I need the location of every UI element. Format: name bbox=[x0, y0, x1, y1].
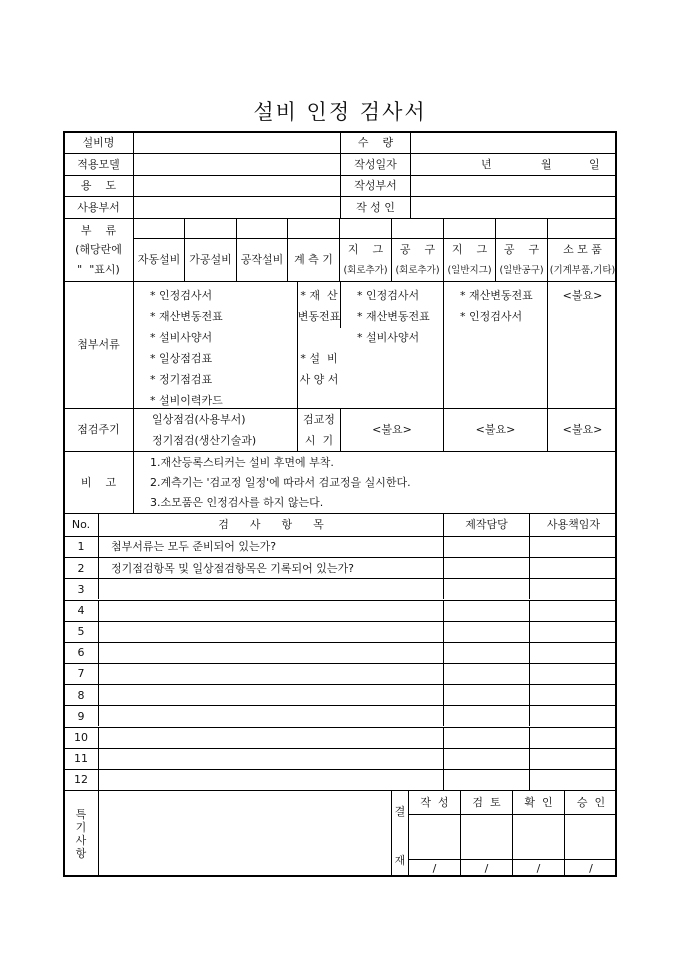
category-name: 계 측 기 bbox=[294, 253, 333, 267]
header-no: No. bbox=[63, 513, 98, 536]
attachment-item: * 일상점검표 bbox=[150, 352, 213, 365]
author-field[interactable] bbox=[410, 196, 617, 218]
category-subname: (회로추가) bbox=[395, 265, 440, 277]
approval-title: 작 성 bbox=[408, 790, 460, 814]
row-maker-check[interactable] bbox=[443, 663, 529, 684]
equipment-name-field[interactable] bbox=[133, 131, 340, 153]
row-maker-check[interactable] bbox=[443, 727, 529, 748]
attachment-item: * 재산변동전표 bbox=[460, 289, 533, 302]
year-label: 년 bbox=[481, 157, 492, 171]
label-user-dept: 사용부서 bbox=[63, 196, 133, 218]
author-dept-field[interactable] bbox=[410, 175, 617, 196]
row-owner-check[interactable] bbox=[529, 705, 617, 726]
category-name: 공작설비 bbox=[240, 253, 284, 267]
row-item bbox=[98, 727, 443, 748]
attachment-item: * 정기점검표 bbox=[150, 373, 213, 386]
attachment-item: 변동전표 bbox=[297, 310, 341, 323]
cycle-equipment bbox=[133, 408, 297, 451]
row-number: 3 bbox=[63, 578, 98, 599]
row-owner-check[interactable] bbox=[529, 769, 617, 790]
row-item bbox=[98, 642, 443, 663]
category-subname: (일반지그) bbox=[447, 265, 492, 277]
attachments-group-general bbox=[443, 281, 547, 408]
category-column bbox=[443, 238, 495, 281]
row-owner-check[interactable] bbox=[529, 663, 617, 684]
row-maker-check[interactable] bbox=[443, 536, 529, 557]
cycle-circuit: <불요> bbox=[340, 408, 443, 451]
row-owner-check[interactable] bbox=[529, 727, 617, 748]
category-name: 자동설비 bbox=[137, 253, 181, 267]
attachments-group-circuit bbox=[341, 281, 443, 408]
row-item bbox=[98, 705, 443, 726]
row-maker-check[interactable] bbox=[443, 578, 529, 599]
attachments-group-gauge bbox=[297, 281, 340, 408]
label-purpose: 용 도 bbox=[63, 175, 133, 196]
label-author-dept: 작성부서 bbox=[340, 175, 410, 196]
row-owner-check[interactable] bbox=[529, 600, 617, 621]
approval-date[interactable]: / bbox=[408, 859, 460, 877]
category-name: 지 그 bbox=[347, 243, 384, 257]
notes-field[interactable] bbox=[98, 790, 391, 877]
attachments-group-equipment bbox=[133, 281, 297, 408]
attachment-item: * 인정검사서 bbox=[460, 310, 523, 323]
month-label: 월 bbox=[541, 157, 552, 171]
label-quantity: 수 량 bbox=[340, 131, 410, 153]
notes-label-char: 사 bbox=[75, 834, 87, 847]
category-subname: (기계부품,기타) bbox=[549, 265, 616, 277]
row-owner-check[interactable] bbox=[529, 684, 617, 705]
notes-label-char: 항 bbox=[75, 847, 87, 861]
notes-label-char: 기 bbox=[75, 820, 87, 834]
category-column bbox=[287, 238, 339, 281]
category-checkbox[interactable] bbox=[287, 218, 339, 238]
approval-signature-box[interactable] bbox=[408, 814, 460, 859]
attachment-item: * 재 산 bbox=[300, 289, 338, 302]
row-owner-check[interactable] bbox=[529, 748, 617, 769]
row-item: 첨부서류는 모두 준비되어 있는가? bbox=[98, 536, 443, 557]
category-checkbox[interactable] bbox=[339, 218, 391, 238]
category-name: 소 모 품 bbox=[563, 243, 602, 257]
model-field[interactable] bbox=[133, 153, 340, 175]
approval-date[interactable]: / bbox=[564, 859, 617, 877]
row-owner-check[interactable] bbox=[529, 642, 617, 663]
category-label bbox=[63, 218, 133, 281]
quantity-field[interactable] bbox=[410, 131, 617, 153]
row-number: 9 bbox=[63, 705, 98, 726]
category-checkbox[interactable] bbox=[184, 218, 236, 238]
approval-signature-box[interactable] bbox=[512, 814, 564, 859]
day-label: 일 bbox=[589, 157, 600, 171]
row-number: 6 bbox=[63, 642, 98, 663]
attachment-item: * 인정검사서 bbox=[150, 289, 213, 302]
attachments-group-consumables bbox=[547, 281, 617, 408]
category-label-1: 부 류 bbox=[80, 224, 117, 238]
approval-signature-box[interactable] bbox=[460, 814, 512, 859]
approval-label-top: 결 bbox=[394, 805, 406, 818]
cycle-calibration bbox=[297, 408, 340, 451]
label-model: 적용모델 bbox=[63, 153, 133, 175]
user-dept-field[interactable] bbox=[133, 196, 340, 218]
row-item: 정기점검항목 및 일상점검항목은 기록되어 있는가? bbox=[98, 557, 443, 578]
row-number: 5 bbox=[63, 621, 98, 642]
category-name: 지 그 bbox=[451, 243, 488, 257]
attachments-label: 첨부서류 bbox=[63, 281, 133, 408]
row-number: 1 bbox=[63, 536, 98, 557]
category-name: 공 구 bbox=[503, 243, 540, 257]
attachment-item: * 설비사양서 bbox=[357, 331, 420, 344]
page-title: 설비 인정 검사서 bbox=[253, 100, 427, 124]
cycle-label: 점검주기 bbox=[63, 408, 133, 451]
header-maker: 제작담당 bbox=[443, 513, 529, 536]
header-item: 검 사 항 목 bbox=[98, 513, 443, 536]
row-number: 7 bbox=[63, 663, 98, 684]
row-maker-check[interactable] bbox=[443, 748, 529, 769]
remark-line: 1.재산등록스티커는 설비 후면에 부착. bbox=[150, 455, 334, 469]
row-number: 11 bbox=[63, 748, 98, 769]
row-item bbox=[98, 621, 443, 642]
row-item bbox=[98, 578, 443, 599]
calibration-line-1: 검교정 bbox=[303, 412, 335, 426]
attachment-item: 사 양 서 bbox=[299, 373, 339, 386]
category-column bbox=[236, 238, 287, 281]
date-field[interactable] bbox=[410, 153, 617, 175]
cycle-line-2: 정기점검(생산기술과) bbox=[152, 433, 257, 447]
attachment-item: * 재산변동전표 bbox=[357, 310, 430, 323]
cycle-general: <불요> bbox=[443, 408, 547, 451]
approval-title: 확 인 bbox=[512, 790, 564, 814]
attachment-item: * 설비이력카드 bbox=[150, 394, 223, 407]
row-item bbox=[98, 769, 443, 790]
row-number: 2 bbox=[63, 557, 98, 578]
row-maker-check[interactable] bbox=[443, 642, 529, 663]
row-number: 10 bbox=[63, 727, 98, 748]
category-name: 공 구 bbox=[399, 243, 436, 257]
row-maker-check[interactable] bbox=[443, 621, 529, 642]
approval-title: 승 인 bbox=[564, 790, 617, 814]
approval-label bbox=[391, 790, 408, 877]
category-column bbox=[495, 238, 547, 281]
category-label-3: " "표시) bbox=[77, 262, 120, 276]
approval-date[interactable]: / bbox=[460, 859, 512, 877]
row-owner-check[interactable] bbox=[529, 578, 617, 599]
row-number: 8 bbox=[63, 684, 98, 705]
remarks-label: 비 고 bbox=[63, 451, 133, 513]
row-owner-check[interactable] bbox=[529, 557, 617, 578]
row-item bbox=[98, 600, 443, 621]
attachment-item: * 설 비 bbox=[300, 352, 338, 365]
row-owner-check[interactable] bbox=[529, 621, 617, 642]
category-checkbox[interactable] bbox=[495, 218, 547, 238]
label-date: 작성일자 bbox=[340, 153, 410, 175]
approval-signature-box[interactable] bbox=[564, 814, 617, 859]
notes-label-char: 특 bbox=[75, 807, 87, 821]
category-checkbox[interactable] bbox=[443, 218, 495, 238]
cycle-consumables: <불요> bbox=[547, 408, 617, 451]
approval-title: 검 토 bbox=[460, 790, 512, 814]
category-column bbox=[339, 238, 391, 281]
label-equipment-name: 설비명 bbox=[63, 131, 133, 153]
category-checkbox[interactable] bbox=[236, 218, 287, 238]
category-column bbox=[547, 238, 617, 281]
label-author: 작 성 인 bbox=[340, 196, 410, 218]
category-name: 가공설비 bbox=[189, 253, 232, 267]
remarks-content bbox=[133, 451, 617, 513]
category-column bbox=[184, 238, 236, 281]
category-checkbox[interactable] bbox=[133, 218, 184, 238]
row-number: 12 bbox=[63, 769, 98, 790]
row-item bbox=[98, 684, 443, 705]
purpose-field[interactable] bbox=[133, 175, 340, 196]
attachment-item: * 설비사양서 bbox=[150, 331, 213, 344]
category-checkbox[interactable] bbox=[547, 218, 617, 238]
calibration-line-2: 시 기 bbox=[304, 433, 334, 447]
row-maker-check[interactable] bbox=[443, 557, 529, 578]
row-maker-check[interactable] bbox=[443, 600, 529, 621]
row-maker-check[interactable] bbox=[443, 769, 529, 790]
attachment-item: <불요> bbox=[562, 289, 603, 302]
row-maker-check[interactable] bbox=[443, 705, 529, 726]
category-label-2: (해당란에 bbox=[75, 243, 122, 257]
row-owner-check[interactable] bbox=[529, 536, 617, 557]
category-column bbox=[133, 238, 184, 281]
approval-date[interactable]: / bbox=[512, 859, 564, 877]
row-maker-check[interactable] bbox=[443, 684, 529, 705]
category-checkbox[interactable] bbox=[391, 218, 443, 238]
cycle-line-1: 일상점검(사용부서) bbox=[152, 412, 246, 426]
attachment-item: * 재산변동전표 bbox=[150, 310, 223, 323]
approval-label-bottom: 재 bbox=[394, 853, 406, 867]
row-item bbox=[98, 748, 443, 769]
header-owner: 사용책임자 bbox=[529, 513, 617, 536]
row-item bbox=[98, 663, 443, 684]
category-subname: (회로추가) bbox=[343, 265, 388, 277]
category-subname: (일반공구) bbox=[499, 265, 544, 277]
category-column bbox=[391, 238, 443, 281]
remark-line: 3.소모품은 인정검사를 하지 않는다. bbox=[150, 496, 324, 510]
notes-label bbox=[63, 790, 98, 877]
row-number: 4 bbox=[63, 600, 98, 621]
attachment-item: * 인정검사서 bbox=[357, 289, 420, 302]
remark-line: 2.계측기는 '검교정 일정'에 따라서 검교정을 실시한다. bbox=[150, 475, 411, 489]
